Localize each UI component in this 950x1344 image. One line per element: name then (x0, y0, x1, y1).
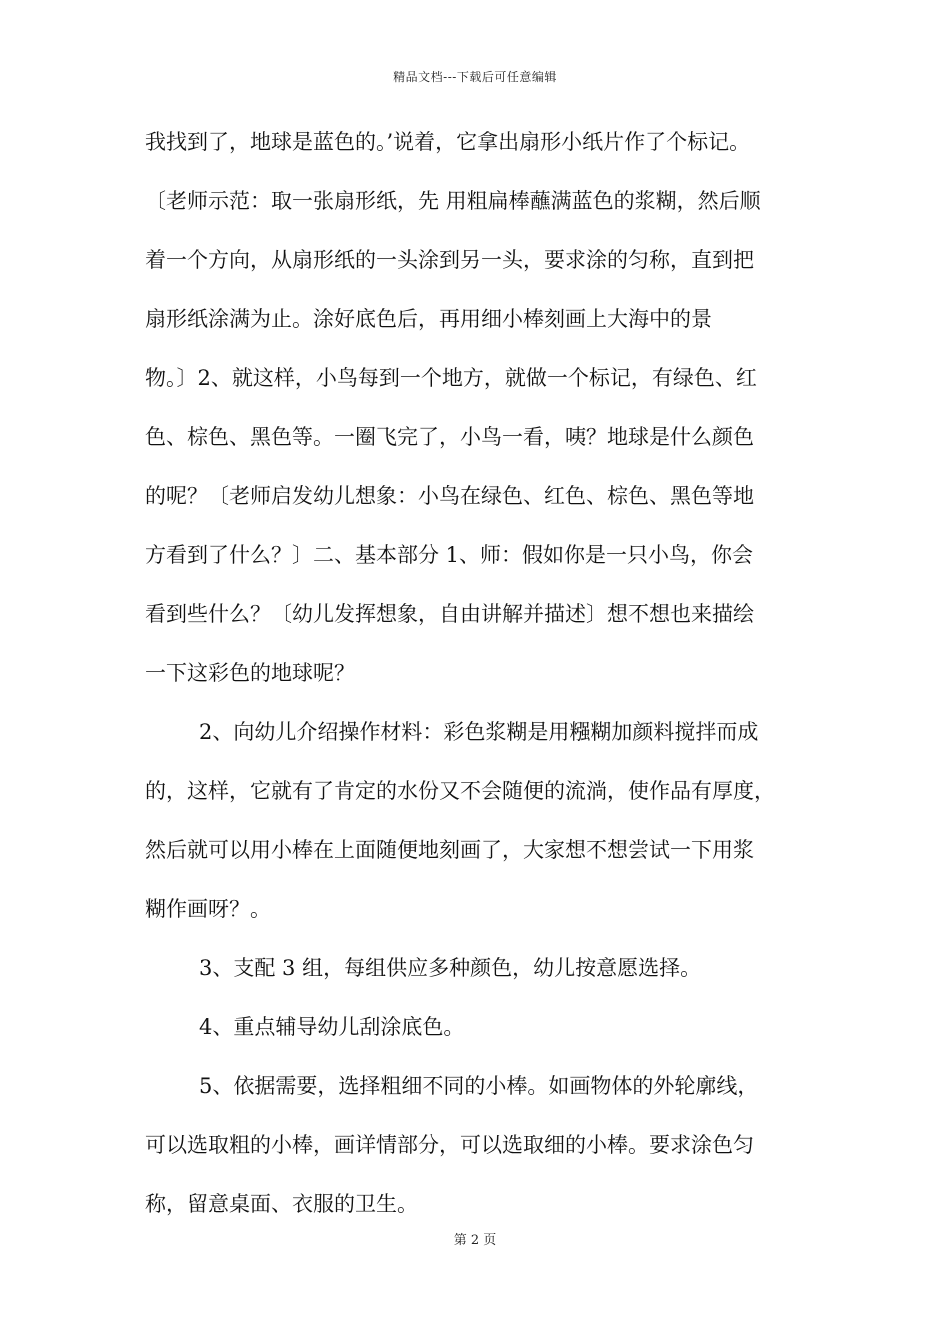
text-line: 〔老师示范：取一张扇形纸，先 用粗扁棒蘸满蓝色的浆糊，然后顺 (145, 189, 761, 213)
document-body (145, 128, 813, 1249)
paragraph-start-line: 3、支配 3 组，每组供应多种颜色，幼儿按意愿选择。 (199, 956, 702, 980)
text-line: 的呢？〔老师启发幼儿想象：小鸟在绿色、红色、棕色、黑色等地 (145, 484, 754, 508)
text-line: 看到些什么？〔幼儿发挥想象，自由讲解并描述〕想不想也来描绘 (145, 602, 754, 626)
text-line: 扇形纸涂满为止。涂好底色后，再用细小棒刻画上大海中的景 (145, 307, 712, 331)
page-number: 第 2 页 (453, 1233, 497, 1248)
text-line: 色、棕色、黑色等。一圈飞完了，小鸟一看，咦？地球是什么颜色 (145, 425, 754, 449)
paragraph-start-line: 5、依据需要，选择粗细不同的小棒。如画物体的外轮廓线， (199, 1074, 759, 1098)
text-line: 然后就可以用小棒在上面随便地刻画了，大家想不想尝试一下用浆 (145, 838, 754, 862)
paragraph-start-line: 2、向幼儿介绍操作材料：彩色浆糊是用糨糊加颜料搅拌而成 (199, 720, 759, 744)
text-line: 一下这彩色的地球呢？ (145, 661, 355, 685)
text-line: 称，留意桌面、衣服的卫生。 (145, 1192, 418, 1216)
text-line: 着一个方向，从扇形纸的一头涂到另一头，要求涂的匀称，直到把 (145, 248, 754, 272)
text-line: 物。〕2、就这样，小鸟每到一个地方，就做一个标记，有绿色、红 (145, 366, 757, 390)
paragraph-start-line: 4、重点辅导幼儿刮涂底色。 (199, 1015, 465, 1039)
text-line: 可以选取粗的小棒，画详情部分，可以选取细的小棒。要求涂色匀 (145, 1133, 754, 1157)
text-line: 我找到了，地球是蓝色的。’说着，它拿出扇形小纸片作了个标记。 (145, 130, 751, 154)
page-header: 精品文档---下载后可任意编辑 (393, 70, 557, 84)
text-line: 的，这样，它就有了肯定的水份又不会随便的流淌，使作品有厚度， (145, 779, 775, 803)
text-line: 糊作画呀？。 (145, 897, 271, 921)
text-line: 方看到了什么？〕二、基本部分 1、师：假如你是一只小鸟，你会 (145, 543, 754, 567)
